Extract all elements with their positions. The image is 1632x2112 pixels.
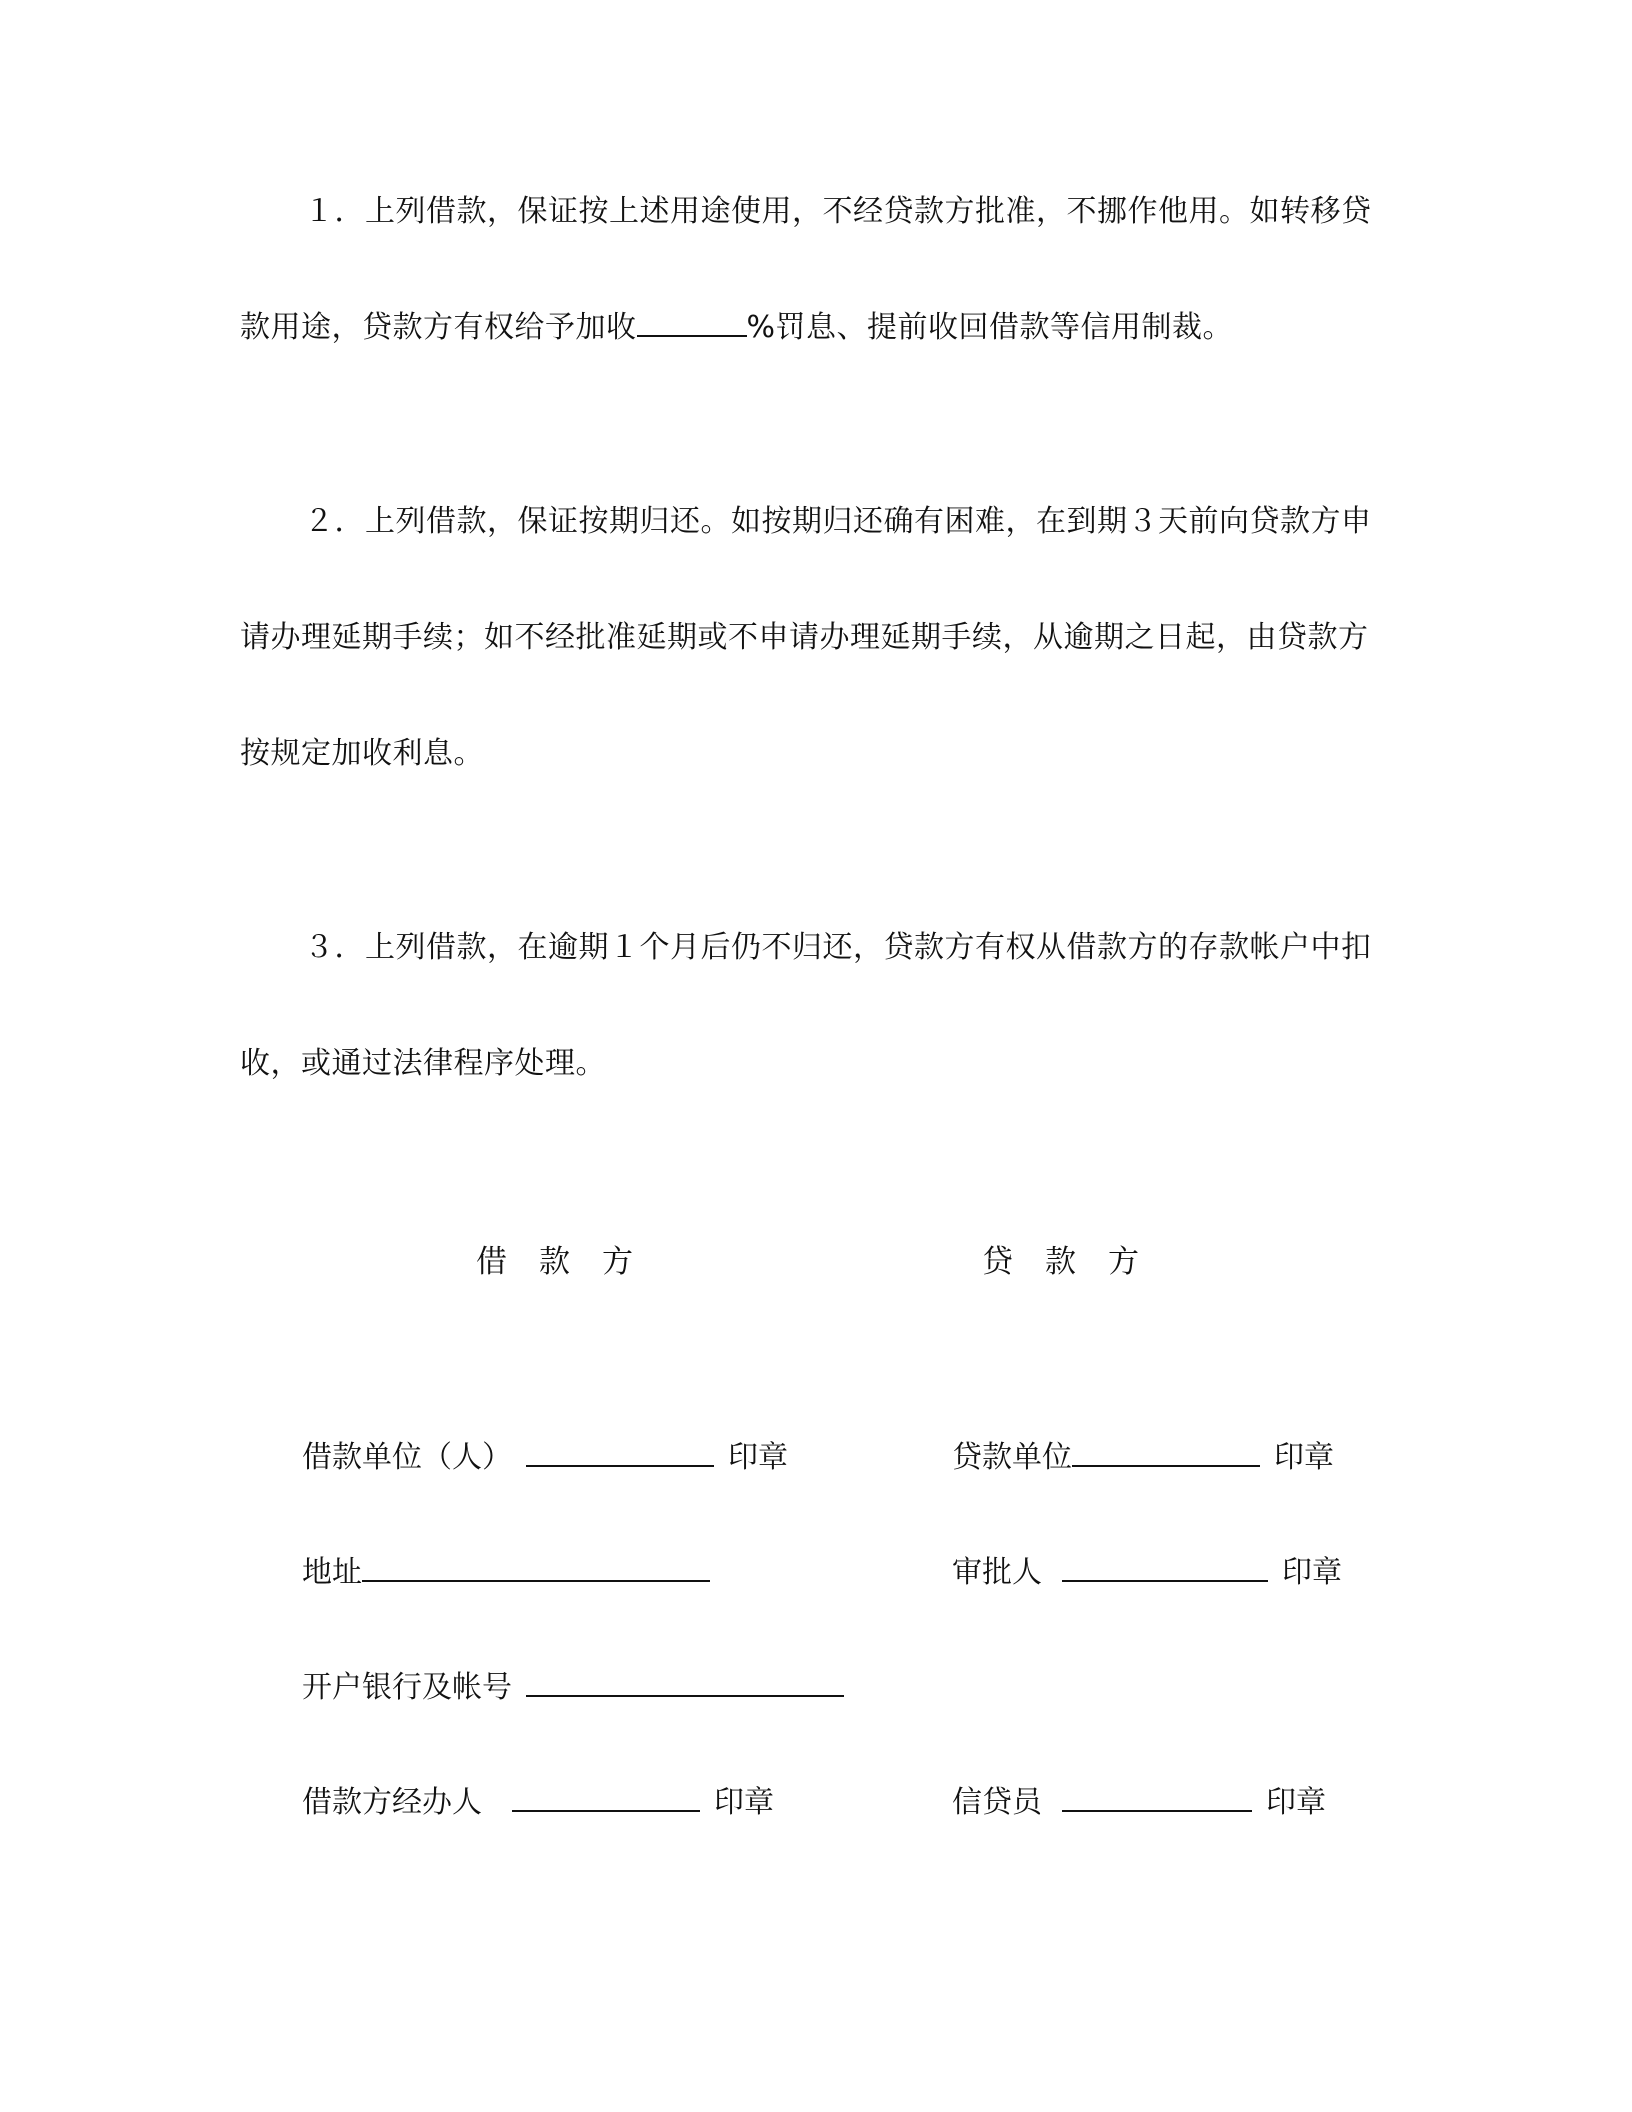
lender-officer-label: 信贷员 bbox=[952, 1785, 1042, 1820]
borrower-unit-seal: 印章 bbox=[728, 1440, 788, 1475]
clause-2 bbox=[240, 464, 1380, 812]
clause-1-text-before: 上列借款，保证按上述用途使用，不经贷款方批准，不挪作他用。如转移贷款用途，贷款方有权给予加收 bbox=[240, 194, 1372, 345]
borrower-bank-row bbox=[302, 1664, 844, 1712]
lender-unit-label: 贷款单位 bbox=[952, 1440, 1072, 1475]
borrower-unit-row bbox=[302, 1434, 788, 1482]
clause-1 bbox=[240, 154, 1380, 386]
borrower-agent-row bbox=[302, 1779, 774, 1827]
lender-unit-row bbox=[952, 1434, 1334, 1482]
clause-2-text: 上列借款，保证按期归还。如按期归还确有困难，在到期３天前向贷款方申请办理延期手续；如不经批准延期或不申请办理延期手续，从逾期之日起，由贷款方按规定加收利息。 bbox=[240, 504, 1372, 771]
clause-1-number: １． bbox=[304, 194, 365, 229]
lender-title: 贷款方 bbox=[982, 1244, 1171, 1280]
borrower-address-row bbox=[302, 1549, 710, 1597]
lender-approver-label: 审批人 bbox=[952, 1555, 1042, 1590]
borrower-title: 借款方 bbox=[476, 1244, 665, 1280]
lender-unit-seal: 印章 bbox=[1274, 1440, 1334, 1475]
borrower-agent-blank[interactable] bbox=[512, 1780, 700, 1812]
lender-approver-blank[interactable] bbox=[1062, 1550, 1268, 1582]
borrower-unit-label: 借款单位（人） bbox=[302, 1440, 512, 1475]
borrower-agent-label: 借款方经办人 bbox=[302, 1785, 482, 1820]
borrower-address-blank[interactable] bbox=[362, 1550, 710, 1582]
clause-2-number: ２． bbox=[304, 504, 365, 539]
lender-approver-row bbox=[952, 1549, 1342, 1597]
borrower-unit-blank[interactable] bbox=[526, 1435, 714, 1467]
clause-3-text: 上列借款，在逾期１个月后仍不归还，贷款方有权从借款方的存款帐户中扣收，或通过法律程序处理。 bbox=[240, 930, 1372, 1081]
lender-officer-blank[interactable] bbox=[1062, 1780, 1252, 1812]
penalty-rate-blank[interactable] bbox=[637, 305, 747, 337]
borrower-agent-seal: 印章 bbox=[714, 1785, 774, 1820]
clause-3-number: ３． bbox=[304, 930, 365, 965]
clause-3 bbox=[240, 890, 1380, 1122]
lender-officer-row bbox=[952, 1779, 1326, 1827]
borrower-address-label: 地址 bbox=[302, 1555, 362, 1590]
lender-officer-seal: 印章 bbox=[1266, 1785, 1326, 1820]
clause-1-text-after: %罚息、提前收回借款等信用制裁。 bbox=[746, 310, 1234, 345]
lender-approver-seal: 印章 bbox=[1282, 1555, 1342, 1590]
borrower-bank-label: 开户银行及帐号 bbox=[302, 1670, 512, 1705]
borrower-bank-blank[interactable] bbox=[526, 1665, 844, 1697]
lender-unit-blank[interactable] bbox=[1072, 1435, 1260, 1467]
